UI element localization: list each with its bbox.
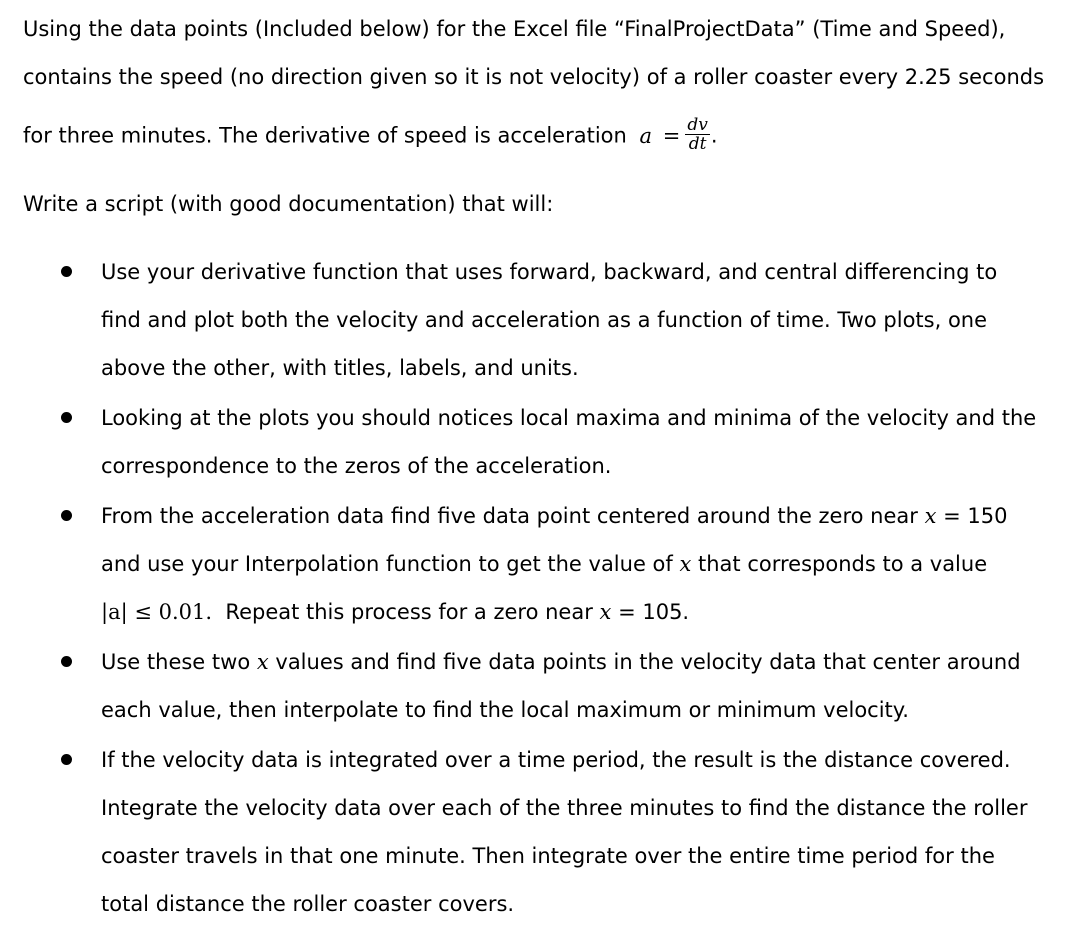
bullet-4-line-1-text: Use these two	[101, 650, 251, 674]
equals-sign: =	[662, 123, 681, 148]
bullet-2-line-1: Looking at the plots you should notices local maxima and minima of the velocity and the	[101, 406, 1037, 430]
bullet-5-line-4: total distance the roller coaster covers.	[101, 892, 515, 916]
bullet-3-line-2-text: and use your Interpolation function to get the value of	[101, 552, 673, 576]
bullet-dot	[61, 412, 72, 423]
bullet-3-line-1-text: From the acceleration data find five data point centered around the zero near	[101, 504, 918, 528]
bullet-3-line-2	[101, 550, 987, 578]
x-variable: x	[924, 504, 937, 528]
bullet-3-line-2-end: that corresponds to a value	[698, 552, 988, 576]
bullet-3-line-3	[101, 598, 689, 626]
fraction-numerator: dv	[687, 115, 708, 135]
bullet-5-line-3: coaster travels in that one minute. Then integrate over the entire time period for the	[101, 844, 995, 868]
bullet-4-line-1	[101, 648, 1021, 676]
intro-line-3-end: .	[710, 123, 718, 148]
bullet-5-line-1: If the velocity data is integrated over a time period, the result is the distance covered.	[101, 748, 1011, 772]
bullet-3-line-1-value: = 150	[943, 504, 1008, 528]
bullet-dot	[61, 656, 72, 667]
x-variable: x	[599, 600, 612, 624]
intro-line-2: contains the speed (no direction given so it is not velocity) of a roller coaster every 2.25 seconds	[23, 65, 1045, 89]
intro-line-1: Using the data points (Included below) for the Excel file “FinalProjectData” (Time and Speed),	[23, 17, 1006, 41]
bullet-4-line-1-end: values and find five data points in the velocity data that center around	[275, 650, 1021, 674]
bullet-3-line-1	[101, 502, 1008, 530]
intro-line-3	[23, 115, 718, 155]
x-variable: x	[679, 552, 692, 576]
bullet-4-line-2: each value, then interpolate to find the local maximum or minimum velocity.	[101, 698, 909, 722]
abs-inequality: |a| ≤ 0.01.	[101, 600, 213, 624]
bullet-5-line-2: Integrate the velocity data over each of the three minutes to find the distance the roller	[101, 796, 1028, 820]
derivative-fraction	[685, 116, 710, 153]
bullet-dot	[61, 266, 72, 277]
bullet-dot	[61, 754, 72, 765]
prompt-text: Write a script (with good documentation) that will:	[23, 192, 554, 216]
fraction-denominator: dt	[688, 134, 707, 154]
bullet-1-line-1: Use your derivative function that uses forward, backward, and central differencing to	[101, 260, 998, 284]
bullet-1-line-2: find and plot both the velocity and acceleration as a function of time. Two plots, one	[101, 308, 988, 332]
intro-line-3-text: for three minutes. The derivative of speed is acceleration	[23, 123, 627, 148]
bullet-dot	[61, 510, 72, 521]
acceleration-symbol: a	[639, 123, 653, 148]
bullet-1-line-3: above the other, with titles, labels, and units.	[101, 356, 579, 380]
x-variable: x	[256, 650, 269, 674]
bullet-2-line-2: correspondence to the zeros of the acceleration.	[101, 454, 612, 478]
bullet-3-line-3-text: Repeat this process for a zero near	[225, 600, 593, 624]
bullet-3-line-3-value: = 105.	[618, 600, 690, 624]
